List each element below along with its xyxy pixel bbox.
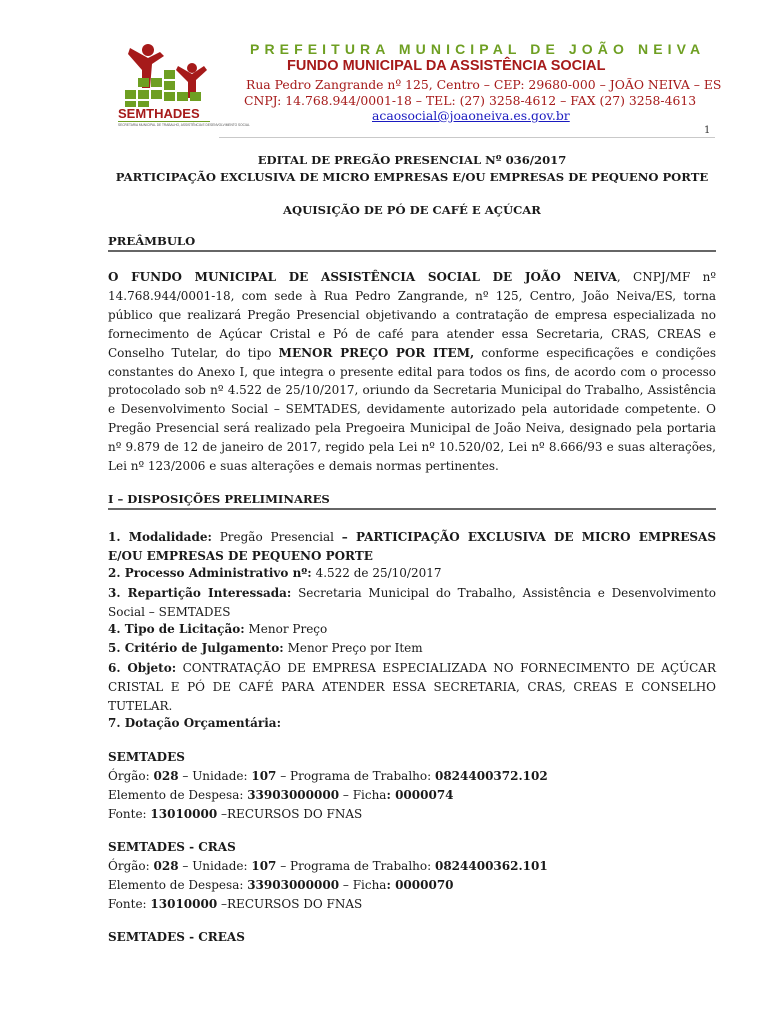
section1-heading: I – DISPOSIÇÕES PRELIMINARES [108,492,330,506]
item-modalidade: 1. Modalidade: Pregão Presencial – PARTICIPAÇÃO EXCLUSIVA DE MICRO EMPRESAS E/OU EMPRESAS DE PEQUENO PORTE [108,530,716,563]
svg-text:SECRETARIA MUNICIPAL DE TRABAL: SECRETARIA MUNICIPAL DE TRABALHO, ASSISTÊNCIA E DESENVOLVIMENTO SOCIAL [118,123,250,127]
header-subtitle: FUNDO MUNICIPAL DA ASSISTÊNCIA SOCIAL [287,58,606,74]
item-reparticao: 3. Repartição Interessada: Secretaria Municipal do Trabalho, Assistência e Desenvolvimento Social – SEMTADES [108,586,716,619]
header-email-link[interactable]: acaosocial@joaoneiva.es.gov.br [372,108,570,123]
header-divider [219,137,715,138]
semthades-logo [108,40,250,134]
budget-fonte-line: Fonte: 13010000 –RECURSOS DO FNAS [108,807,363,821]
preamble-divider [108,250,716,252]
preamble-heading: PREÂMBULO [108,234,196,248]
edital-title: EDITAL DE PREGÃO PRESENCIAL Nº 036/2017 [257,153,567,167]
item-processo: 2. Processo Administrativo nº: 4.522 de 25/10/2017 [108,566,442,580]
item-tipo: 4. Tipo de Licitação: Menor Preço [108,622,328,636]
svg-text:SEMTHADES: SEMTHADES [118,106,200,121]
section1-divider [108,508,716,510]
header-cnpj-contact: CNPJ: 14.768.944/0001-18 – TEL: (27) 3258-4612 – FAX (27) 3258-4613 [244,93,697,108]
budget-fonte-line: Fonte: 13010000 –RECURSOS DO FNAS [108,897,363,911]
preamble-entity: O FUNDO MUNICIPAL DE ASSISTÊNCIA SOCIAL DE JOÃO NEIVA [108,270,617,284]
budget-heading-creas: SEMTADES - CREAS [108,930,245,944]
header-title: PREFEITURA MUNICIPAL DE JOÃO NEIVA [250,41,706,57]
header-address: Rua Pedro Zangrande nº 125, Centro – CEP: 29680-000 – JOÃO NEIVA – ES [246,77,722,92]
budget-heading-cras: SEMTADES - CRAS [108,840,236,854]
item-dotacao: 7. Dotação Orçamentária: [108,716,282,730]
budget-orgao-line: Órgão: 028 – Unidade: 107 – Programa de Trabalho: 0824400372.102 [108,769,548,783]
item-criterio: 5. Critério de Julgamento: Menor Preço por Item [108,641,423,655]
budget-elemento-line: Elemento de Despesa: 33903000000 – Ficha: 0000074 [108,788,454,802]
page-number: 1 [704,125,711,136]
budget-heading-semtades: SEMTADES [108,750,185,764]
item-objeto: 6. Objeto: CONTRATAÇÃO DE EMPRESA ESPECIALIZADA NO FORNECIMENTO DE AÇÚCAR CRISTAL E PÓ DE CAFÉ PARA ATENDER ESSA SECRETARIA, CRAS, CREAS E CONSELHO TUTELAR. [108,661,716,713]
preamble-paragraph: O FUNDO MUNICIPAL DE ASSISTÊNCIA SOCIAL DE JOÃO NEIVA, CNPJ/MF nº 14.768.944/0001-18, com sede à Rua Pedro Zangrande, nº 125, Centro, João Neiva/ES, torna público que realizará Pregão Presencial objetivando a contratação de empresa especializada no fornecimento de Açúcar Cristal e Pó de café para atender essa Secretaria, CRAS, CREAS e Conselho Tutelar, do tipo MENOR PREÇO POR ITEM, conforme especificações e condições constantes do Anexo I, que integra o presente edital para todos os fins, de acordo com o processo protocolado sob nº 4.522 de 25/10/2017, oriundo da Secretaria Municipal do Trabalho, Assistência e Desenvolvimento Social – SEMTADES, devidamente autorizado pela autoridade competente. O Pregão Presencial será realizado pela Pregoeira Municipal de João Neiva, designado pela portaria nº 9.879 de 12 de janeiro de 2017, regido pela Lei nº 10.520/02, Lei nº 8.666/93 e suas alterações, Lei nº 123/2006 e suas alterações e demais normas pertinentes. [108,270,717,474]
edital-participation: PARTICIPAÇÃO EXCLUSIVA DE MICRO EMPRESAS E/OU EMPRESAS DE PEQUENO PORTE [115,170,709,184]
budget-orgao-line: Órgão: 028 – Unidade: 107 – Programa de Trabalho: 0824400362.101 [108,859,548,873]
budget-elemento-line: Elemento de Despesa: 33903000000 – Ficha: 0000070 [108,878,454,892]
edital-subject: AQUISIÇÃO DE PÓ DE CAFÉ E AÇÚCAR [283,203,541,217]
preamble-type: MENOR PREÇO POR ITEM, [278,345,475,360]
